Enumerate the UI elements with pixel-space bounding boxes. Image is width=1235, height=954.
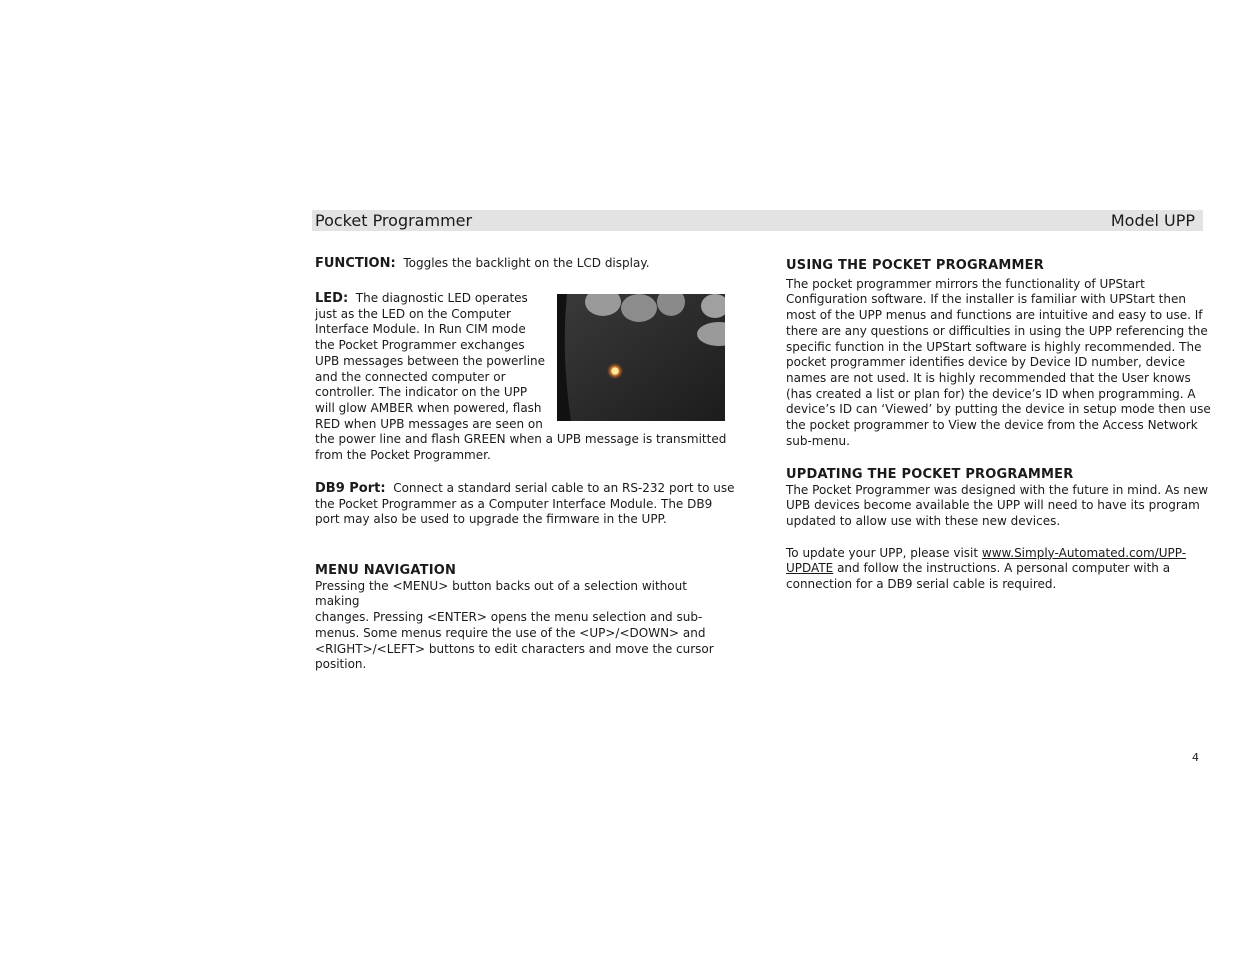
led-line: the power line and flash GREEN when a UPB message is transmitted	[315, 432, 727, 447]
using-line: Configuration software. If the installer is familiar with UPStart then	[786, 292, 1186, 307]
page-number: 4	[1192, 751, 1199, 764]
update-link[interactable]: www.Simply-Automated.com/UPP-	[981, 545, 1187, 560]
using-line: specific function in the UPStart software is highly recommended. The	[786, 339, 1202, 354]
led-line: the Pocket Programmer exchanges	[315, 338, 525, 353]
led-line: RED when UPB messages are seen on	[315, 416, 543, 431]
using-line: there are any questions or difficulties in using the UPP referencing the	[786, 323, 1208, 338]
updating-section	[786, 467, 1211, 593]
led-line: Interface Module. In Run CIM mode	[315, 322, 526, 337]
led-label: LED:	[315, 291, 349, 306]
using-line: names are not used. It is highly recommended that the User knows	[786, 370, 1191, 385]
led-line: controller. The indicator on the UPP	[315, 385, 528, 400]
menu-line: menus. Some menus require the use of the <UP>/<DOWN> and	[315, 625, 706, 640]
led-line: just as the LED on the Computer	[315, 306, 511, 321]
updating-line: The Pocket Programmer was designed with the future in mind. As new	[786, 482, 1209, 497]
menu-navigation-section	[315, 563, 735, 673]
menu-line: Pressing the <MENU> button backs out of a selection without making	[315, 578, 687, 609]
db9-line: port may also be used to upgrade the firmware in the UPP.	[315, 512, 667, 527]
using-line: pocket programmer identifies device by Device ID number, device	[786, 355, 1186, 370]
led-line: from the Pocket Programmer.	[315, 448, 491, 463]
using-line: most of the UPP menus and functions are intuitive and easy to use. If	[786, 308, 1203, 323]
visit-suffix-text: and follow the instructions. A personal computer with a	[833, 561, 1171, 576]
led-photo	[557, 294, 725, 421]
db9-line: the Pocket Programmer as a Computer Interface Module. The DB9	[315, 496, 713, 511]
updating-last-line: connection for a DB9 serial cable is required.	[786, 576, 1057, 591]
function-label: FUNCTION:	[315, 256, 396, 271]
using-line: the pocket programmer to View the device from the Access Network	[786, 418, 1198, 433]
led-line: The diagnostic LED operates	[355, 291, 528, 305]
updating-heading: UPDATING THE POCKET PROGRAMMER	[786, 467, 1074, 482]
page-header	[312, 210, 1203, 231]
model-name: Model UPP	[1110, 211, 1195, 230]
menu-navigation-heading: MENU NAVIGATION	[315, 563, 457, 578]
led-line: and the connected computer or	[315, 369, 506, 384]
using-heading: USING THE POCKET PROGRAMMER	[786, 258, 1044, 273]
led-line: will glow AMBER when powered, flash	[315, 400, 542, 415]
led-photo-illustration	[557, 294, 725, 421]
menu-line: position.	[315, 657, 367, 672]
using-line: (has created a list or plan for) the device’s ID when programming. A	[786, 386, 1196, 401]
updating-line: UPB devices become available the UPP will need to have its program	[786, 498, 1200, 513]
db9-line: Connect a standard serial cable to an RS-232 port to use	[393, 481, 735, 495]
function-section	[315, 256, 735, 272]
db9-label: DB9 Port:	[315, 481, 386, 496]
using-section	[786, 258, 1211, 449]
update-link-continued[interactable]: UPDATE	[786, 561, 834, 576]
document-title: Pocket Programmer	[315, 211, 473, 230]
led-line: UPB messages between the powerline	[315, 353, 546, 368]
updating-line: updated to allow use with these new devices.	[786, 514, 1061, 529]
menu-line: <RIGHT>/<LEFT> buttons to edit characters and move the cursor	[315, 641, 714, 656]
function-text: Toggles the backlight on the LCD display.	[403, 256, 650, 270]
visit-text: To update your UPP, please visit	[786, 545, 982, 560]
db9-section	[315, 481, 735, 528]
using-line: device’s ID can ‘Viewed’ by putting the device in setup mode then use	[786, 402, 1211, 417]
using-line: sub-menu.	[786, 433, 850, 448]
using-line: The pocket programmer mirrors the functionality of UPStart	[786, 276, 1145, 291]
menu-line: changes. Pressing <ENTER> opens the menu selection and sub-	[315, 610, 703, 625]
